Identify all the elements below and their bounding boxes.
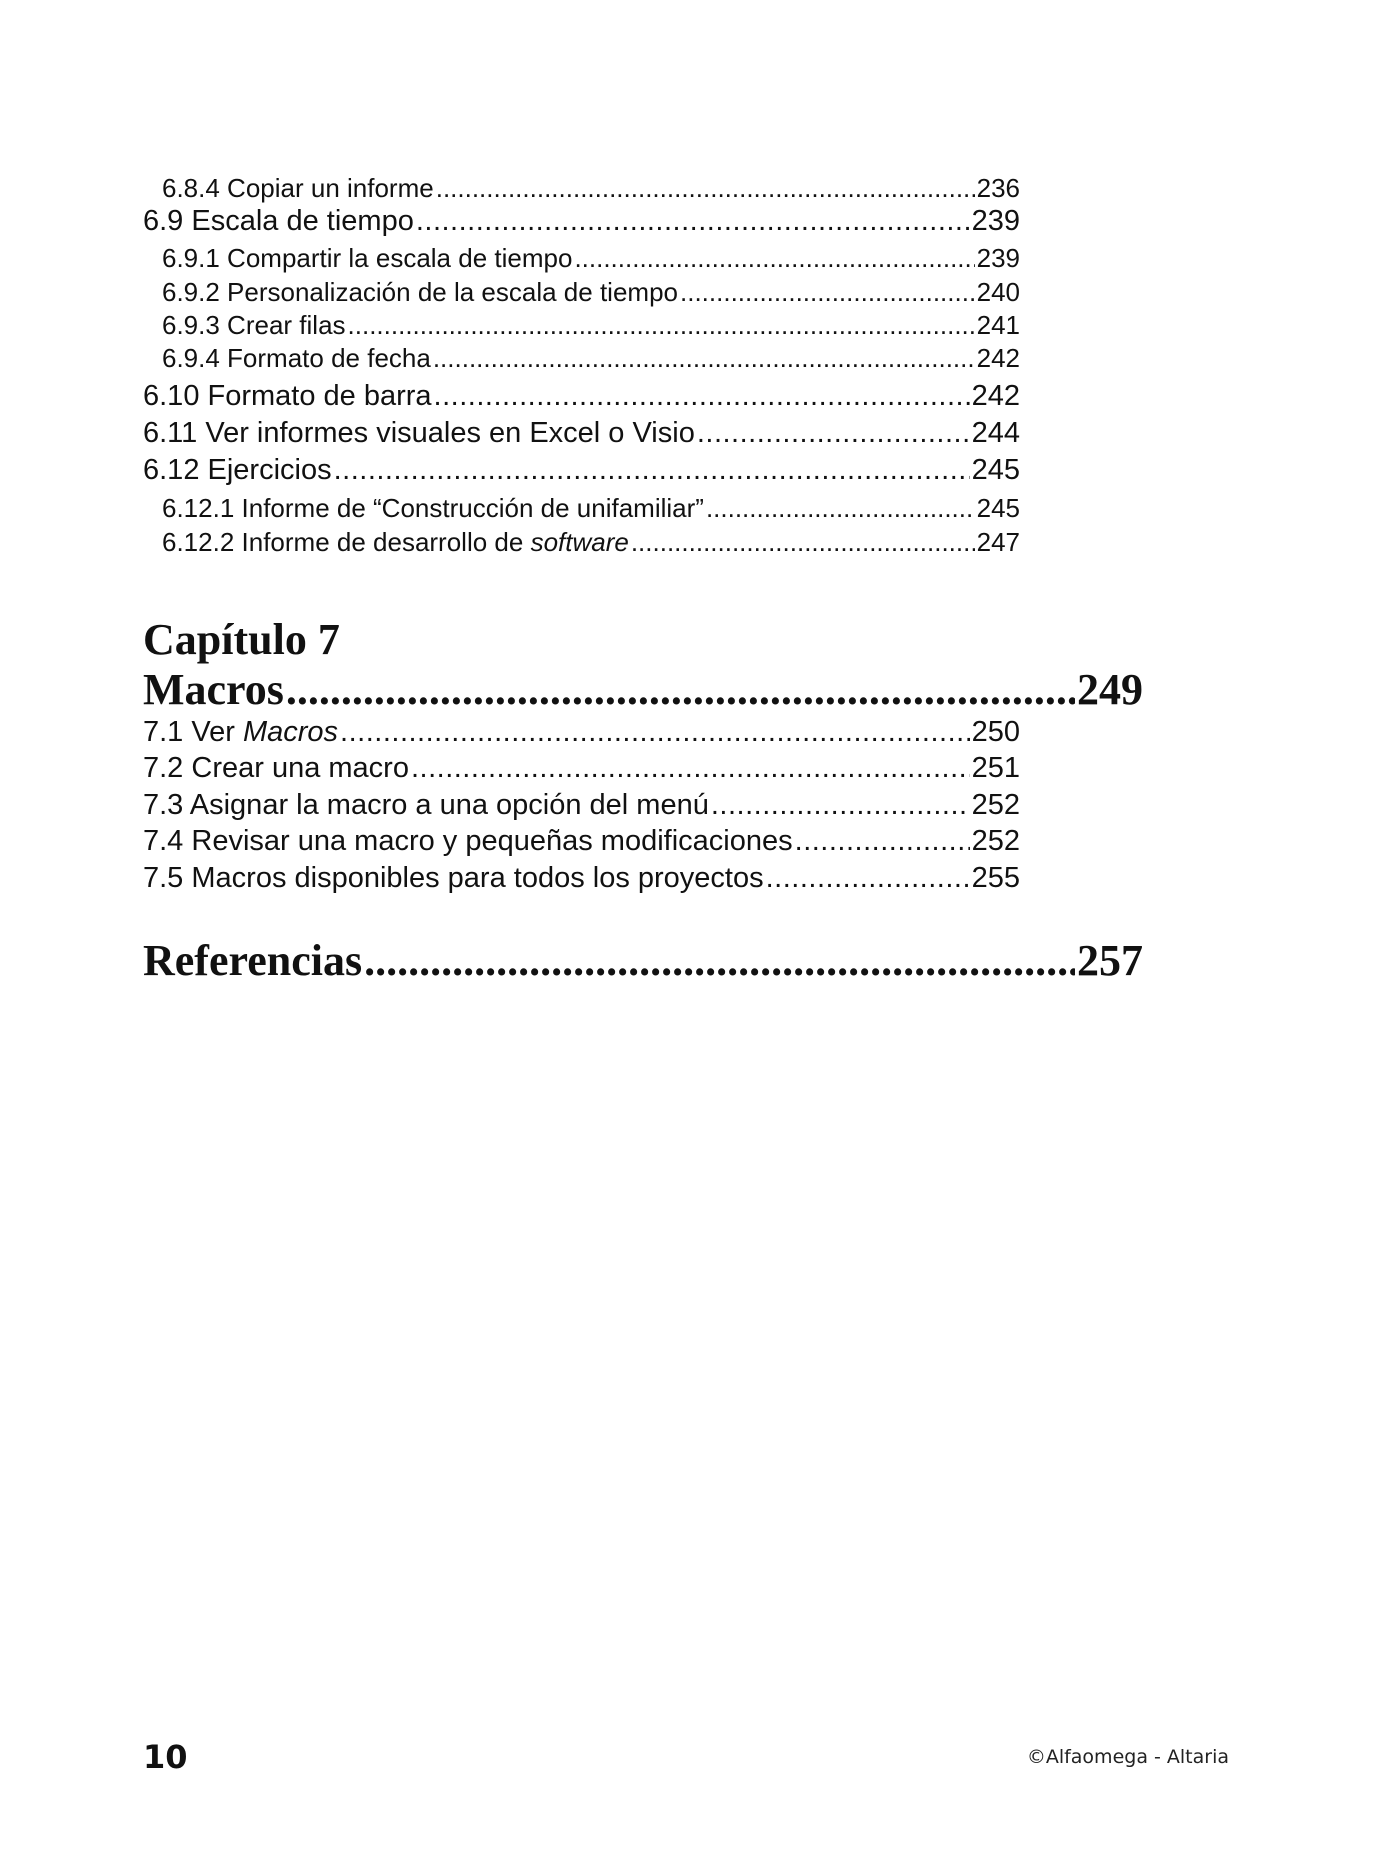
toc-label-italic: Macros [242,716,339,748]
toc-label: 6.10 Formato de barra [143,380,432,412]
toc-entry-6-9-1 [162,243,1020,277]
toc-page: 252 [971,825,1020,857]
toc-page: 241 [976,310,1020,340]
toc-label: 6.8.4 Copiar un informe [162,173,434,203]
dot-leader [766,862,970,895]
dot-leader [348,310,975,341]
toc-label: 7.1 Ver Macros [143,716,339,748]
dot-leader [286,664,1075,715]
toc-entry-7-4 [143,825,1020,862]
toc-label: 6.11 Ver informes visuales en Excel o Visio [143,417,695,449]
toc-label: 6.12 Ejercicios [143,454,332,486]
toc-page: 239 [971,205,1020,237]
toc-label-italic: software [530,527,629,557]
toc-entry-6-12 [143,454,1020,491]
toc-label: 6.9.4 Formato de fecha [162,343,431,373]
toc-entry-6-9 [143,205,1020,242]
toc-page: 245 [976,493,1020,523]
chapter-heading: Capítulo 7 [143,615,340,664]
dot-leader [340,716,970,749]
footer-page-number: 10 [143,1738,188,1776]
dot-leader [434,380,970,413]
chapter-title-entry [143,664,1143,716]
toc-page: 239 [976,243,1020,273]
toc-label: 6.12.2 Informe de desarrollo de software [162,527,629,557]
toc-page: 247 [976,527,1020,557]
toc-label: 7.3 Asignar la macro a una opción del menú [143,789,709,821]
chapter-page: 249 [1077,665,1143,714]
toc-entry-6-9-4 [162,343,1020,377]
toc-entry-6-8-4 [162,173,1020,207]
toc-label: 6.9.2 Personalización de la escala de tiempo [162,277,678,307]
dot-leader [574,243,974,274]
toc-entry-6-12-2 [162,527,1020,561]
toc-label: 7.4 Revisar una macro y pequeñas modificaciones [143,825,793,857]
dot-leader [795,825,970,858]
toc-entry-6-10 [143,380,1020,417]
toc-label: 6.12.1 Informe de “Construcción de unifamiliar” [162,493,704,523]
dot-leader [436,173,975,204]
toc-page: 240 [976,277,1020,307]
toc-page: 242 [976,343,1020,373]
dot-leader [680,277,975,308]
toc-page: 242 [971,380,1020,412]
toc-entry-7-2 [143,752,1020,789]
footer-copyright: ©Alfaomega - Altaria [1026,1746,1229,1768]
toc-label: 6.9.1 Compartir la escala de tiempo [162,243,573,273]
toc-entry-7-5 [143,862,1020,899]
toc-page: 250 [971,716,1020,748]
toc-entry-7-3 [143,789,1020,826]
toc-label: 6.9 Escala de tiempo [143,205,414,237]
dot-leader [631,527,975,558]
toc-page: 252 [971,789,1020,821]
toc-entry-6-9-2 [162,277,1020,311]
toc-label: 6.9.3 Crear filas [162,310,346,340]
references-page: 257 [1077,936,1143,985]
references-entry [143,935,1143,987]
toc-page: 255 [971,862,1020,894]
dot-leader [706,493,975,524]
toc-page: 244 [971,417,1020,449]
dot-leader [433,343,975,374]
toc-entry-7-1 [143,716,1020,753]
dot-leader [364,935,1075,986]
toc-entry-6-9-3 [162,310,1020,344]
chapter-title: Macros [143,665,284,714]
dot-leader [334,454,970,487]
toc-label: 7.2 Crear una macro [143,752,409,784]
toc-page: 251 [971,752,1020,784]
toc-page: 245 [971,454,1020,486]
dot-leader [411,752,970,785]
toc-label: 7.5 Macros disponibles para todos los proyectos [143,862,764,894]
toc-page: 236 [976,173,1020,203]
dot-leader [416,205,970,238]
dot-leader [697,417,970,450]
toc-entry-6-12-1 [162,493,1020,527]
references-title: Referencias [143,936,363,985]
dot-leader [711,789,970,822]
toc-entry-6-11 [143,417,1020,454]
